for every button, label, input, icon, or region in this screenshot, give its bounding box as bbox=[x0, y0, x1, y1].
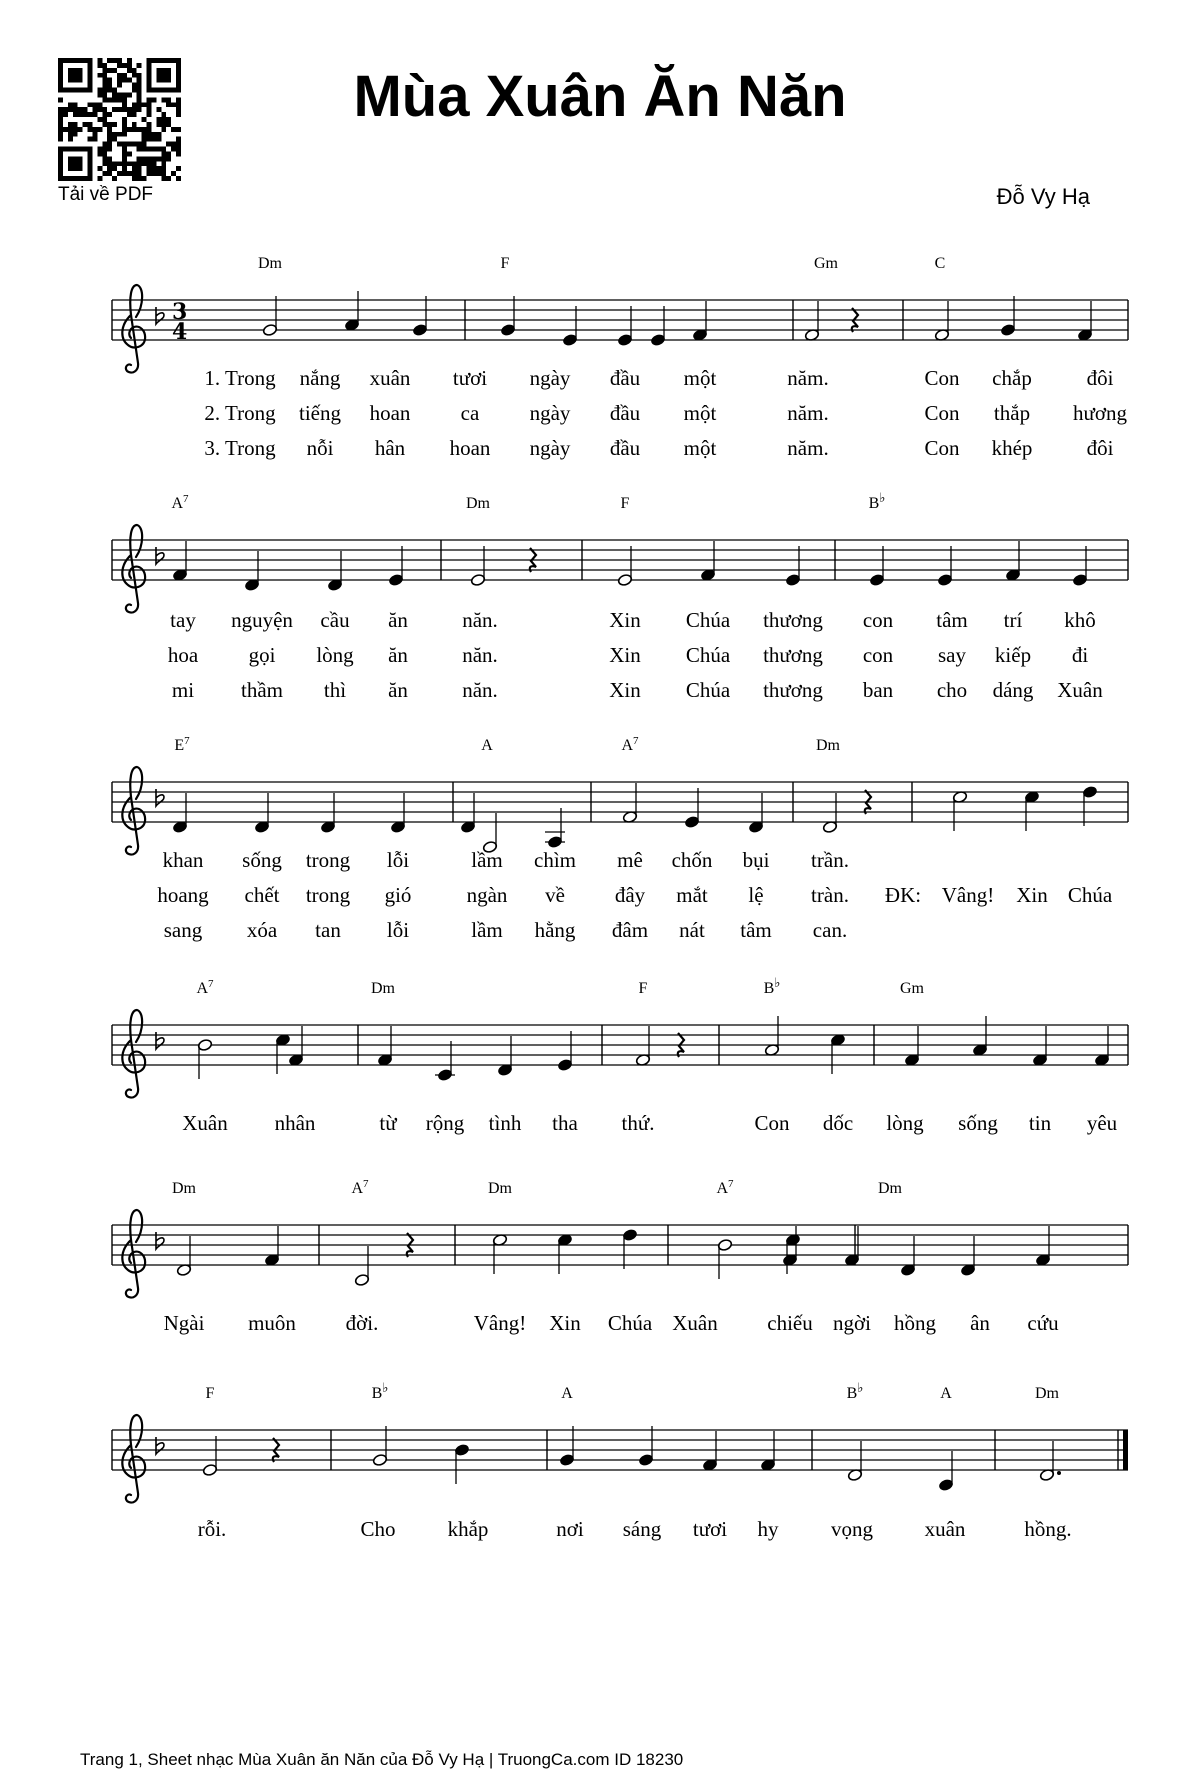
lyric-syllable: khan bbox=[162, 848, 204, 872]
lyric-syllable: chiếu bbox=[767, 1311, 813, 1335]
lyric-syllable: đây bbox=[614, 883, 646, 907]
chord-symbol: B♭ bbox=[371, 1380, 389, 1402]
lyric-syllable: ngày bbox=[529, 366, 571, 390]
lyric-syllable: hy bbox=[757, 1517, 779, 1541]
lyric-syllable: say bbox=[938, 643, 966, 667]
lyric-syllable: hương bbox=[1073, 401, 1127, 425]
lyric-syllable: đời. bbox=[345, 1311, 379, 1335]
lyric-syllable: tình bbox=[488, 1111, 522, 1135]
chord-symbol: $A^7$ bbox=[351, 1178, 369, 1197]
final-barline bbox=[1123, 1430, 1128, 1470]
lyric-syllable: khép bbox=[991, 436, 1033, 460]
lyric-syllable: sống bbox=[242, 848, 282, 872]
download-pdf-link[interactable]: Tải về PDF bbox=[58, 184, 154, 205]
lyric-syllable: Xin bbox=[609, 608, 641, 632]
lyric-syllable: một bbox=[683, 366, 717, 390]
chord-symbol: A bbox=[561, 1385, 573, 1402]
lyric-syllable: đi bbox=[1071, 643, 1089, 667]
lyric-syllable: Chúa bbox=[1067, 883, 1113, 907]
lyric-syllable: đầu bbox=[609, 366, 641, 390]
lyric-syllable: Xin bbox=[549, 1311, 581, 1335]
lyric-syllable: Chúa bbox=[685, 643, 731, 667]
lyric-syllable: Xin bbox=[1016, 883, 1048, 907]
lyric-syllable: lòng bbox=[886, 1111, 924, 1135]
lyric-syllable: sang bbox=[163, 918, 203, 942]
lyric-syllable: xuân bbox=[369, 366, 411, 390]
lyric-syllable: rỗi. bbox=[197, 1517, 227, 1541]
augmentation-dot bbox=[1057, 1471, 1061, 1475]
lyric-syllable: Vâng! bbox=[941, 883, 995, 907]
chord-symbol: F bbox=[638, 980, 648, 997]
lyric-syllable: Xuân bbox=[1057, 678, 1103, 702]
lyric-syllable: đầu bbox=[609, 436, 641, 460]
chord-symbol: Dm bbox=[466, 495, 490, 512]
chord-symbol: $E^7$ bbox=[174, 735, 190, 754]
lyric-syllable: bụi bbox=[742, 848, 770, 872]
lyric-syllable: sống bbox=[958, 1111, 998, 1135]
lyric-syllable: hân bbox=[374, 436, 406, 460]
staff-system bbox=[112, 490, 1128, 702]
chord-symbol: Dm bbox=[878, 1180, 902, 1197]
lyric-syllable: một bbox=[683, 401, 717, 425]
lyric-syllable: nắng bbox=[299, 366, 341, 390]
lyric-syllable: xóa bbox=[246, 918, 278, 942]
song-title: Mùa Xuân Ăn Năn bbox=[353, 64, 847, 129]
lyric-syllable: mê bbox=[617, 848, 643, 872]
lyric-syllable: nát bbox=[679, 918, 705, 942]
lyric-syllable: hồng. bbox=[1024, 1517, 1072, 1541]
lyric-syllable: đâm bbox=[611, 918, 649, 942]
lyric-syllable: Ngài bbox=[163, 1311, 205, 1335]
lyric-syllable: trần. bbox=[811, 848, 849, 872]
lyric-syllable: đôi bbox=[1086, 366, 1114, 390]
lyric-syllable: mắt bbox=[676, 883, 708, 907]
lyric-syllable: tâm bbox=[936, 608, 968, 632]
time-signature-denominator: 4 bbox=[172, 319, 188, 345]
lyric-syllable: năn. bbox=[462, 643, 498, 667]
lyric-syllable: lệ bbox=[748, 883, 764, 907]
lyric-syllable: gọi bbox=[248, 643, 276, 667]
treble-clef-icon bbox=[122, 525, 145, 613]
lyric-syllable: năn. bbox=[462, 678, 498, 702]
lyric-syllable: Vâng! bbox=[473, 1311, 527, 1335]
lyric-syllable: thương bbox=[763, 643, 823, 667]
lyric-syllable: tươi bbox=[692, 1517, 728, 1541]
lyric-syllable: xuân bbox=[924, 1517, 966, 1541]
treble-clef-icon bbox=[122, 1210, 145, 1298]
lyric-syllable: ân bbox=[970, 1311, 990, 1335]
lyric-syllable: hoan bbox=[369, 401, 411, 425]
lyric-syllable: hồng bbox=[894, 1311, 936, 1335]
lyric-syllable: con bbox=[862, 608, 894, 632]
lyric-syllable: ban bbox=[862, 678, 894, 702]
chord-symbol: $A^7$ bbox=[196, 978, 214, 997]
lyric-syllable: 2. Trong bbox=[204, 401, 276, 425]
lyric-syllable: ĐK: bbox=[884, 883, 922, 907]
lyric-syllable: ngời bbox=[833, 1311, 871, 1335]
composer-name: Đỗ Vy Hạ bbox=[996, 184, 1090, 209]
lyric-syllable: sáng bbox=[622, 1517, 662, 1541]
chord-symbol: Dm bbox=[172, 1180, 196, 1197]
lyric-syllable: một bbox=[683, 436, 717, 460]
lyric-syllable: Chúa bbox=[607, 1311, 653, 1335]
lyric-syllable: năn. bbox=[462, 608, 498, 632]
lyric-syllable: thứ. bbox=[621, 1111, 655, 1135]
lyric-syllable: muôn bbox=[248, 1311, 296, 1335]
lyric-syllable: thương bbox=[763, 678, 823, 702]
chord-symbol: Dm bbox=[258, 255, 282, 272]
lyric-syllable: Xuân bbox=[672, 1311, 718, 1335]
lyric-syllable: Con bbox=[924, 401, 960, 425]
lyric-syllable: hoa bbox=[167, 643, 199, 667]
lyric-syllable: 1. Trong bbox=[204, 366, 276, 390]
lyric-syllable: thương bbox=[763, 608, 823, 632]
chord-symbol: F bbox=[620, 495, 630, 512]
time-signature-numerator: 3 bbox=[172, 299, 188, 325]
treble-clef-icon bbox=[122, 285, 145, 373]
lyric-syllable: cầu bbox=[320, 608, 350, 632]
chord-symbol: F bbox=[205, 1385, 215, 1402]
lyric-syllable: Chúa bbox=[685, 608, 731, 632]
lyric-syllable: nơi bbox=[556, 1517, 584, 1541]
lyric-syllable: mi bbox=[171, 678, 195, 702]
lyric-syllable: ngàn bbox=[466, 883, 508, 907]
chord-symbol: $A^7$ bbox=[716, 1178, 734, 1197]
lyric-syllable: hoan bbox=[449, 436, 491, 460]
lyric-syllable: con bbox=[862, 643, 894, 667]
chord-symbol: A bbox=[940, 1385, 952, 1402]
lyric-syllable: lỗi bbox=[386, 918, 410, 942]
lyric-syllable: năm. bbox=[787, 436, 829, 460]
staff-system bbox=[112, 255, 1128, 460]
lyric-syllable: Con bbox=[754, 1111, 790, 1135]
chord-symbol: B♭ bbox=[846, 1380, 864, 1402]
chord-symbol: F bbox=[500, 255, 510, 272]
lyric-syllable: ăn bbox=[388, 678, 408, 702]
lyric-syllable: tươi bbox=[452, 366, 488, 390]
lyric-syllable: năm. bbox=[787, 366, 829, 390]
lyric-syllable: cứu bbox=[1027, 1311, 1059, 1335]
lyric-syllable: khắp bbox=[447, 1517, 489, 1541]
lyric-syllable: tin bbox=[1028, 1111, 1052, 1135]
treble-clef-icon bbox=[122, 767, 145, 855]
chord-symbol: A bbox=[481, 737, 493, 754]
lyric-syllable: nỗi bbox=[306, 436, 334, 460]
chord-symbol: B♭ bbox=[763, 975, 781, 997]
lyric-syllable: nguyện bbox=[231, 608, 293, 632]
chord-symbol: C bbox=[934, 255, 946, 272]
lyric-syllable: lầm bbox=[471, 848, 503, 872]
lyric-syllable: hoang bbox=[157, 883, 209, 907]
lyric-syllable: năm. bbox=[787, 401, 829, 425]
lyric-syllable: can. bbox=[812, 918, 848, 942]
lyric-syllable: nhân bbox=[274, 1111, 316, 1135]
chord-symbol: $A^7$ bbox=[621, 735, 639, 754]
lyric-syllable: cho bbox=[936, 678, 968, 702]
lyric-syllable: yêu bbox=[1086, 1111, 1118, 1135]
staff-system bbox=[112, 975, 1128, 1135]
lyric-syllable: thầm bbox=[241, 678, 283, 702]
lyric-syllable: Con bbox=[924, 366, 960, 390]
treble-clef-icon bbox=[122, 1415, 145, 1503]
lyric-syllable: tha bbox=[552, 1111, 578, 1135]
lyric-syllable: chốn bbox=[671, 848, 713, 872]
lyric-syllable: 3. Trong bbox=[204, 436, 276, 460]
lyric-syllable: ăn bbox=[388, 643, 408, 667]
chord-symbol: Dm bbox=[488, 1180, 512, 1197]
lyric-syllable: dốc bbox=[822, 1111, 854, 1135]
lyric-syllable: dáng bbox=[992, 678, 1034, 702]
chord-symbol: B♭ bbox=[868, 490, 886, 512]
lyric-syllable: Xin bbox=[609, 678, 641, 702]
lyric-syllable: tâm bbox=[740, 918, 772, 942]
lyric-syllable: Xin bbox=[609, 643, 641, 667]
treble-clef-icon bbox=[122, 1010, 145, 1098]
lyric-syllable: lầm bbox=[471, 918, 503, 942]
lyric-syllable: tràn. bbox=[811, 883, 849, 907]
staff-system bbox=[112, 1178, 1128, 1335]
lyric-syllable: Chúa bbox=[685, 678, 731, 702]
lyric-syllable: về bbox=[545, 883, 565, 907]
lyric-syllable: đầu bbox=[609, 401, 641, 425]
lyric-syllable: chết bbox=[244, 883, 280, 907]
chord-symbol: Gm bbox=[814, 255, 838, 272]
lyric-syllable: gió bbox=[384, 883, 412, 907]
chord-symbol: $A^7$ bbox=[171, 493, 189, 512]
lyric-syllable: ăn bbox=[388, 608, 408, 632]
lyric-syllable: kiếp bbox=[994, 643, 1032, 667]
lyric-syllable: tiếng bbox=[299, 401, 341, 425]
lyric-syllable: Con bbox=[924, 436, 960, 460]
lyric-syllable: ngày bbox=[529, 401, 571, 425]
lyric-syllable: lòng bbox=[316, 643, 354, 667]
lyric-syllable: khô bbox=[1064, 608, 1096, 632]
lyric-syllable: Xuân bbox=[182, 1111, 228, 1135]
lyric-syllable: tay bbox=[170, 608, 196, 632]
lyric-syllable: từ bbox=[379, 1111, 397, 1135]
lyric-syllable: chắp bbox=[992, 366, 1032, 390]
chord-symbol: Gm bbox=[900, 980, 924, 997]
lyric-syllable: vọng bbox=[831, 1517, 873, 1541]
lyric-syllable: đôi bbox=[1086, 436, 1114, 460]
lyric-syllable: lỗi bbox=[386, 848, 410, 872]
lyric-syllable: thì bbox=[323, 678, 347, 702]
lyric-syllable: ca bbox=[460, 401, 480, 425]
chord-symbol: Dm bbox=[1035, 1385, 1059, 1402]
lyric-syllable: trong bbox=[305, 883, 351, 907]
chord-symbol: Dm bbox=[816, 737, 840, 754]
lyric-syllable: trí bbox=[1003, 608, 1023, 632]
staff-system bbox=[112, 735, 1128, 942]
page-footer: Trang 1, Sheet nhạc Mùa Xuân ăn Năn của Đỗ Vy Hạ | TruongCa.com ID 18230 bbox=[80, 1750, 684, 1769]
lyric-syllable: hằng bbox=[534, 918, 576, 942]
lyric-syllable: trong bbox=[305, 848, 351, 872]
lyric-syllable: Cho bbox=[360, 1517, 396, 1541]
lyric-syllable: tan bbox=[315, 918, 341, 942]
chord-symbol: Dm bbox=[371, 980, 395, 997]
lyric-syllable: ngày bbox=[529, 436, 571, 460]
lyric-syllable: chìm bbox=[534, 848, 576, 872]
lyric-syllable: thắp bbox=[993, 401, 1031, 425]
staff-system bbox=[112, 1380, 1128, 1541]
lyric-syllable: rộng bbox=[425, 1111, 465, 1135]
